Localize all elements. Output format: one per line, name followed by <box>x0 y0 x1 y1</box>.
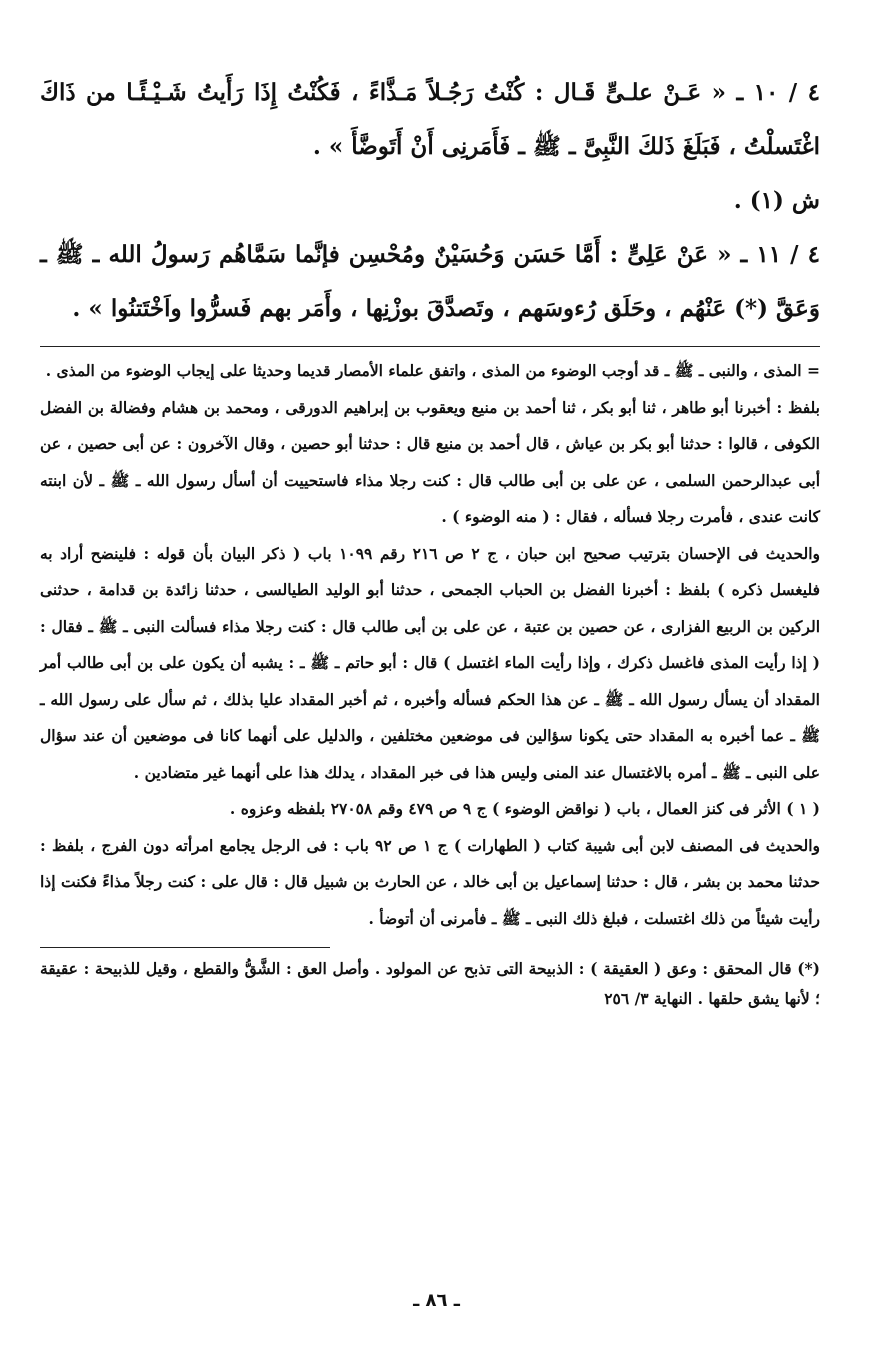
footnote-paragraph: بلفظ : أخبرنا أبو طاهر ، ثنا أبو بكر ، ثنا أحمد بن منيع ويعقوب بن إبراهيم الدورقى ، ومحمد بن هشام وفضالة بن الفضل الكوفى ، قالوا : حدثنا أبو بكر بن عياش ، قال أحمد بن منيع قال : حدثنا أبو حصين ، وقال الآخرون : عن أبى حصين ، عن أبى عبدالرحمن السلمى ، عن على بن أبى طالب قال : كنت رجلا مذاء فاستحييت أن أسأل رسول الله ـ ﷺ ـ لأن ابنته كانت عندى ، فأمرت رجلا فسأله ، فقال : ( منه الوضوء ) . <box>40 397 820 526</box>
footnote-paragraph: والحديث فى المصنف لابن أبى شيبة كتاب ( الطهارات ) ج ١ ص ٩٢ باب : فى الرجل يجامع امرأته دون الفرج ، بلفظ : حدثنا محمد بن بشر ، قال : حدثنا إسماعيل بن أبى خالد ، عن الحارث بن شبيل قال : قال على : كنت رجلاً مذاءً فكنت إذا رأيت شيئاً من ذلك اغتسلت ، فبلغ ذلك النبى ـ ﷺ ـ فأمرنى أن أتوضأ . <box>40 835 820 928</box>
hadith-10-source: ش (١) . <box>733 187 820 214</box>
hadith-10-line-2: اغْتَسلْتُ ، فَبَلَغَ ذَلكَ النَّبِىَّ ـ ﷺ ـ فَأَمَرنِى أَنْ أَتَوضَّأَ » . <box>312 133 820 160</box>
hadith-10 <box>40 66 820 228</box>
hadith-11-line-2: وَعَقَّ (*) عَنْهُم ، وحَلَق رُءوسَهم ، وتَصدَّقَ بوزْنِها ، وأَمَر بهم فَسرُّوا واَخْتَتنُوا » . <box>72 295 820 322</box>
footnote-continuation: = المذى ، والنبى ـ ﷺ ـ قد أوجب الوضوء من المذى ، واتفق علماء الأمصار قديما وحديثا على إيجاب الوضوء من المذى . <box>45 361 820 380</box>
footnotes <box>40 353 820 937</box>
editor-note-divider <box>40 947 330 948</box>
hadith-11-line-1: ٤ / ١١ ـ « عَنْ عَلِىٍّ : أَمَّا حَسَن وَحُسَيْنٌ ومُحْسِن فإنَّما سَمَّاهُم رَسولُ الله ـ ﷺ ـ <box>40 241 821 268</box>
hadith-11 <box>40 228 820 336</box>
hadith-10-line-1: ٤ / ١٠ ـ « عَـنْ علـىٍّ قَـال : كُنْتُ رَجُـلاً مَـذَّاءً ، فَكُنْتُ إِذَا رَأَيتُ شَـيْـئًـا من ذَاكَ <box>40 79 820 106</box>
footnote-paragraph: والحديث فى الإحسان بترتيب صحيح ابن حبان ، ج ٢ ص ٢١٦ رقم ١٠٩٩ باب ( ذكر البيان بأن قوله : فلينضح أراد به فليغسل ذكره ) بلفظ : أخبرنا الفضل بن الحباب الجمحى ، حدثنا أبو الوليد الطيالسى ، حدثنا زائدة بن قدامة ، حدثنى الركين بن الربيع الفزارى ، عن حصين بن عتبة ، عن على بن أبى طالب قال : كنت رجلا مذاء فسألت النبى ـ ﷺ ـ فقال : ( إذا رأيت المذى فاغسل ذكرك ، وإذا رأيت الماء اغتسل ) قال : أبو حاتم ـ ﷺ ـ : يشبه أن يكون على بن أبى طالب أمر المقداد أن يسأل رسول الله ـ ﷺ ـ عن هذا الحكم فسأله وأخبره ، ثم أخبر المقداد عليا بذلك ، ثم سأل على رسول الله ـ ﷺ ـ عما أخبره به المقداد حتى يكونا سؤالين فى موضعين مختلفين ، والدليل على أنهما كانا فى موضعين أن عند سؤال على النبى ـ ﷺ ـ أمره بالاغتسال عند المنى وليس هذا فى خبر المقداد ، يدلك هذا على أنهما غير متضادين . <box>40 543 820 782</box>
page-number: ـ ٨٦ ـ <box>413 1290 460 1311</box>
footnote-1: ( ١ ) الأثر فى كنز العمال ، باب ( نواقض الوضوء ) ج ٩ ص ٤٧٩ وقم ٢٧٠٥٨ بلفظه وعزوه . <box>229 799 820 818</box>
footnote-divider <box>40 346 820 347</box>
editor-note: (*) قال المحقق : وعق ( العقيقة ) : الذبيحة التى تذبح عن المولود . وأصل العق : الشَّقُّ والقطع ، وقيل للذبيحة : عقيقة ؛ لأنها يشق حلقها . النهاية ٣/ ٢٥٦ <box>40 959 820 1008</box>
page-body <box>40 66 820 1014</box>
